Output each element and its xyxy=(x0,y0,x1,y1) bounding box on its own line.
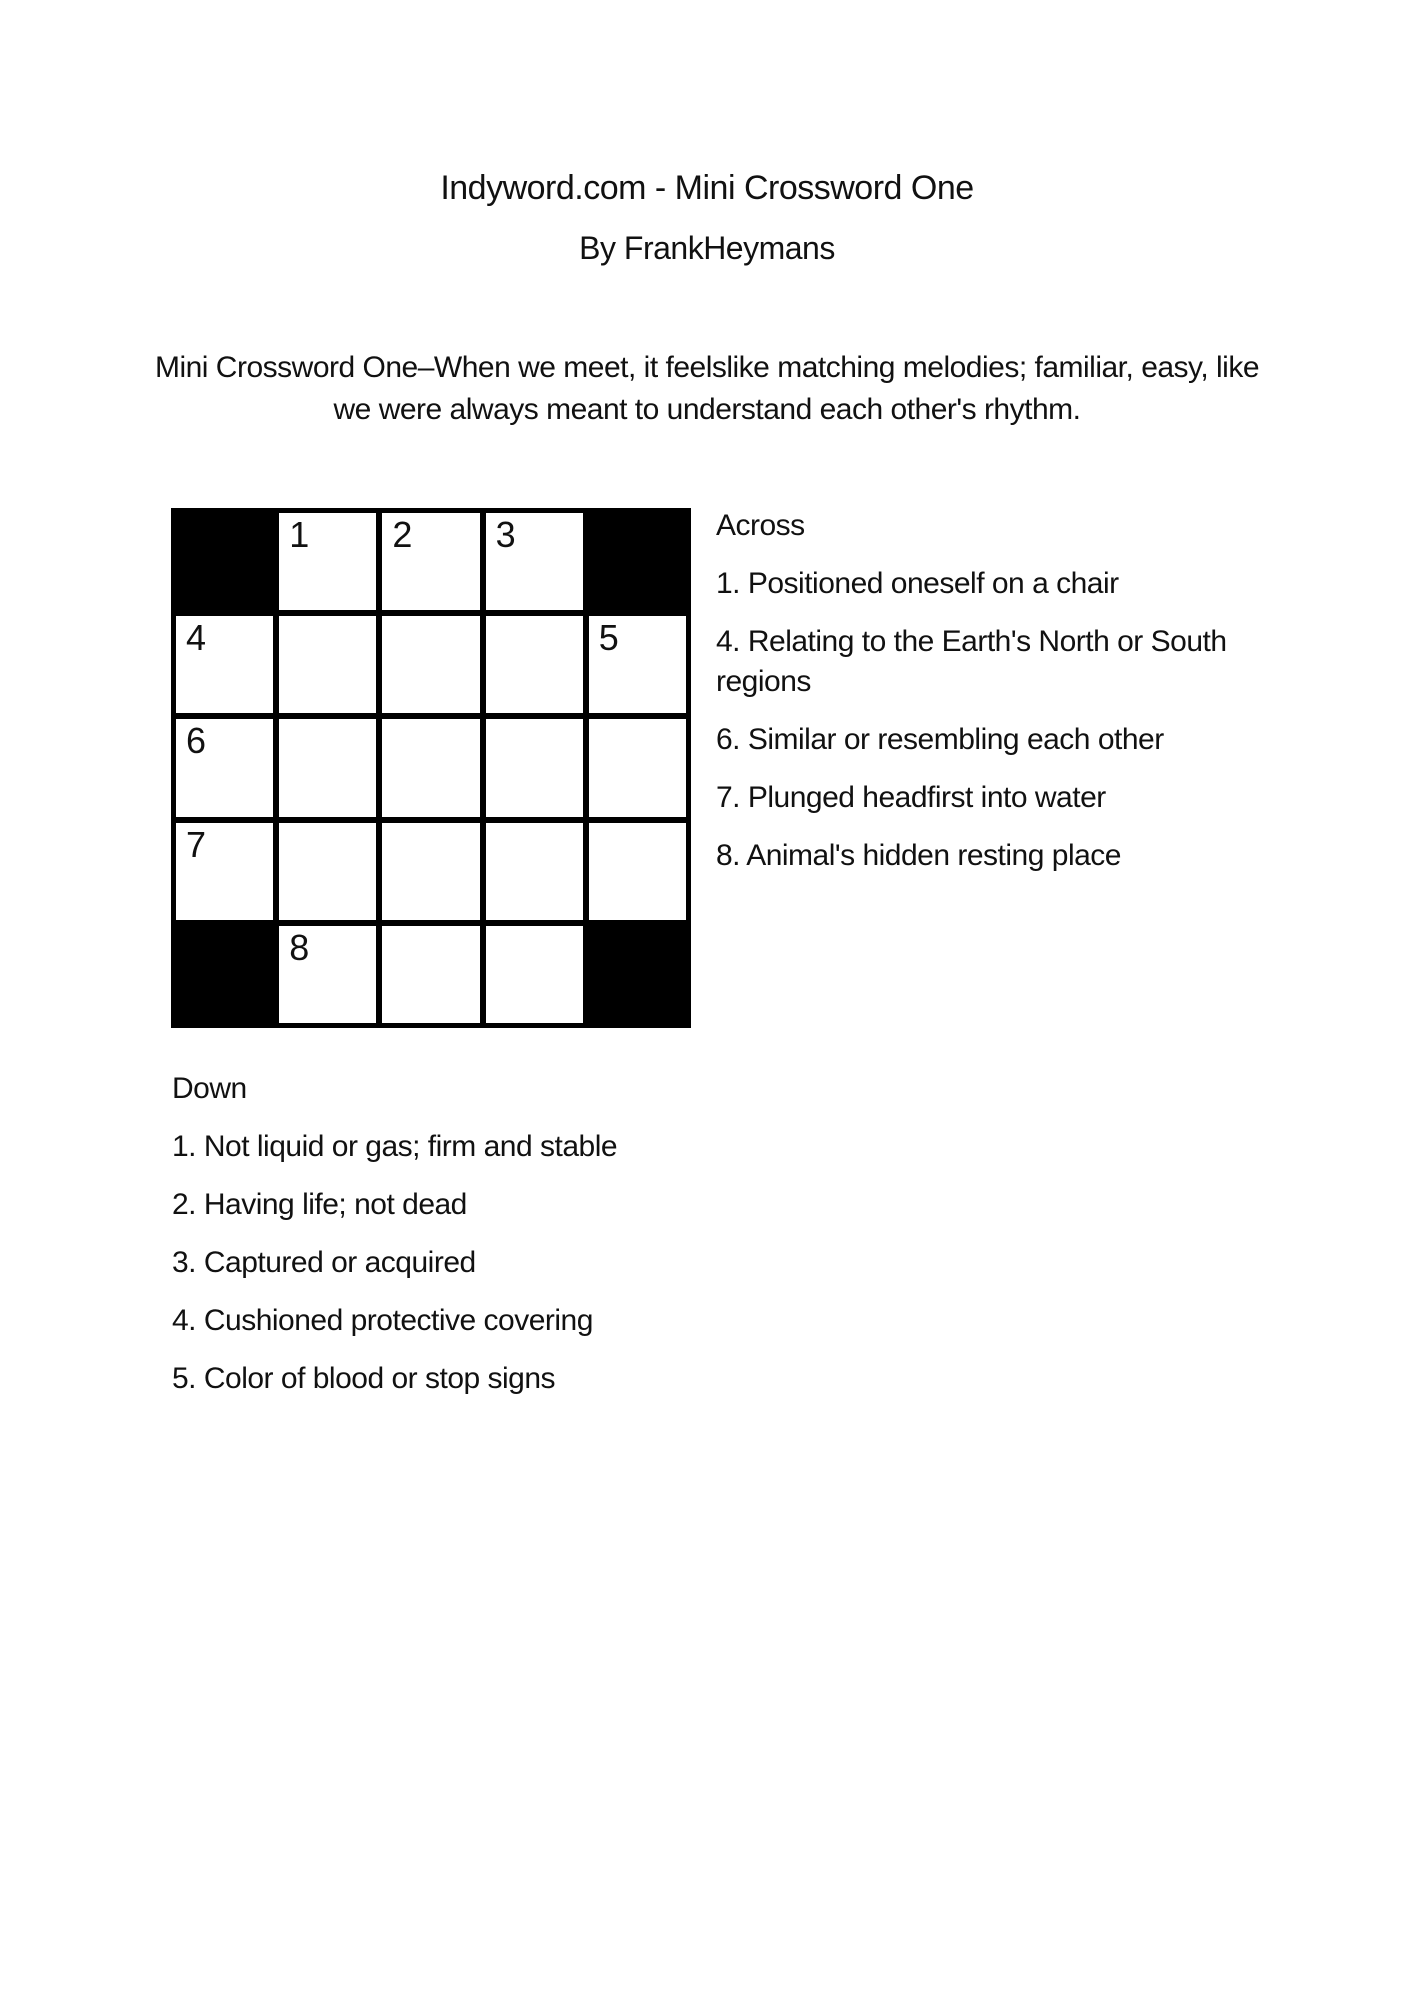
down-clue-4: 4. Cushioned protective covering xyxy=(172,1304,593,1337)
grid-cell-r2c3 xyxy=(382,616,479,713)
down-clue-1: 1. Not liquid or gas; firm and stable xyxy=(172,1130,618,1163)
black-cell-r5c5 xyxy=(589,926,686,1023)
black-cell-r1c5 xyxy=(589,513,686,610)
cell-number-5: 5 xyxy=(598,617,619,659)
grid-cell-r2c2 xyxy=(279,616,376,713)
across-clue-8: 8. Animal's hidden resting place xyxy=(716,839,1121,872)
across-clues-section xyxy=(716,506,1276,894)
cell-number-3: 3 xyxy=(495,514,516,555)
down-heading: Down xyxy=(172,1072,247,1105)
down-clue-list xyxy=(172,1127,952,1399)
down-clues-section xyxy=(172,1069,952,1417)
grid-cell-r5c4 xyxy=(486,926,583,1023)
across-clue-list xyxy=(716,564,1276,876)
grid-cell-r3c3 xyxy=(382,719,479,816)
down-clue-3: 3. Captured or acquired xyxy=(172,1246,476,1279)
grid-cell-r4c4 xyxy=(486,823,583,920)
cell-number-2: 2 xyxy=(392,514,412,555)
byline: By FrankHeymans xyxy=(579,230,835,266)
grid-cell-r4c5 xyxy=(589,823,686,920)
grid-cell-r1c4 xyxy=(486,513,583,610)
grid-cell-r2c5 xyxy=(589,616,686,713)
grid-cell-r2c1 xyxy=(176,616,273,713)
cell-number-6: 6 xyxy=(186,720,206,762)
cell-number-4: 4 xyxy=(186,617,206,659)
grid-cell-r3c4 xyxy=(486,719,583,816)
grid-cell-r4c1 xyxy=(176,823,273,920)
grid-cell-r3c5 xyxy=(589,719,686,816)
across-clue-7: 7. Plunged headfirst into water xyxy=(716,781,1106,814)
page-title: Indyword.com - Mini Crossword One xyxy=(440,169,974,207)
across-clue-1: 1. Positioned oneself on a chair xyxy=(716,567,1119,600)
puzzle-description-line-1: Mini Crossword One–When we meet, it feelslike matching melodies; familiar, easy, like xyxy=(154,351,1260,384)
across-heading: Across xyxy=(716,509,805,542)
across-clue-6: 6. Similar or resembling each other xyxy=(716,723,1164,756)
cell-number-1: 1 xyxy=(289,514,309,555)
grid-cell-r3c1 xyxy=(176,719,273,816)
black-cell-r1c1 xyxy=(176,513,273,610)
grid-cell-r5c2 xyxy=(279,926,376,1023)
grid-cell-r3c2 xyxy=(279,719,376,816)
cell-number-7: 7 xyxy=(186,823,206,865)
crossword-grid xyxy=(171,508,691,1028)
cell-number-8: 8 xyxy=(289,926,309,968)
grid-cell-r2c4 xyxy=(486,616,583,713)
down-clue-5: 5. Color of blood or stop signs xyxy=(172,1362,556,1395)
grid-cell-r5c3 xyxy=(382,926,479,1023)
puzzle-description xyxy=(0,347,1414,431)
puzzle-description-line-2: we were always meant to understand each other's rhythm. xyxy=(333,393,1081,426)
grid-cell-r1c3 xyxy=(382,513,479,610)
down-clue-2: 2. Having life; not dead xyxy=(172,1188,467,1221)
across-clue-4: 4. Relating to the Earth's North or South regions xyxy=(716,625,1227,698)
grid-cell-r4c3 xyxy=(382,823,479,920)
black-cell-r5c1 xyxy=(176,926,273,1023)
grid-cell-r1c2 xyxy=(279,513,376,610)
grid-cell-r4c2 xyxy=(279,823,376,920)
